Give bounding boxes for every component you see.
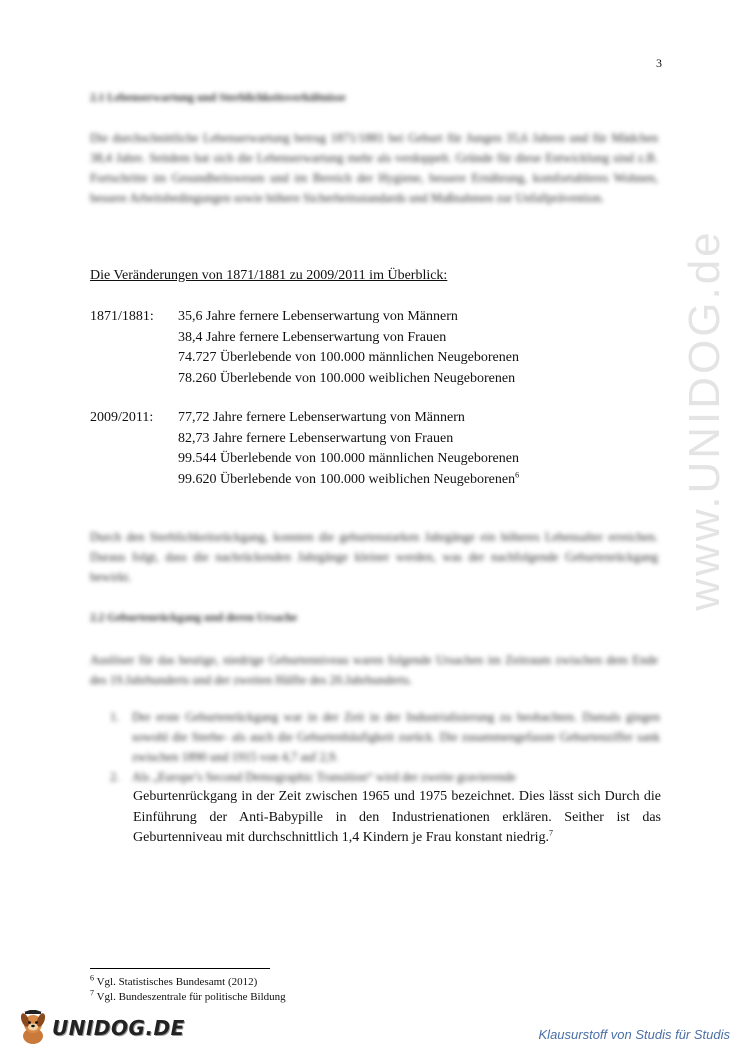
overview-line: 78.260 Überlebende von 100.000 weiblichen Neugeborenen (178, 370, 516, 386)
logo-text: UNIDOG.DE (52, 1016, 185, 1040)
list-text: Der erste Geburtenrückgang war in der Zeit in der Industrialisierung zu beobachten. Damals gingen sowohl die Sterbe- als auch die Geburtenhäufigkeit zurück. Die zusammengefasste Geburtenziffer sank zwischen 1890 und 1915 von 4,7 auf 2,9. (132, 710, 660, 764)
overview-line: 74.727 Überlebende von 100.000 männlichen Neugeborenen (178, 350, 519, 365)
list-number: 1. (110, 710, 120, 724)
overview-title: Die Veränderungen von 1871/1881 zu 2009/2011 im Überblick: (90, 268, 448, 283)
list-text: Als „Europe’s Second Demographic Transition“ wird der zweite gravierende (132, 770, 516, 784)
unidog-logo[interactable] (16, 1010, 185, 1046)
footnote-rule (90, 968, 270, 969)
paragraph-mortality-decline: Durch den Sterblichkeitsrückgang, konnten die geburtenstarken Jahrgänge ein höheres Lebensalter erreichen. Daraus folgt, dass die nachrückenden Jahrgänge kleiner werden, was der nachfolgende Geburtenrückgang bewirkt. (90, 530, 658, 584)
footnote-ref-7: 7 (549, 828, 554, 838)
section-heading-2-1: 2.1 Lebenserwartung und Sterblichkeitsverhältnisse (90, 92, 346, 104)
list-item (110, 767, 660, 787)
overview-line: 35,6 Jahre fernere Lebenserwartung von Männern (178, 309, 458, 324)
slogan: Klausurstoff von Studis für Studis (538, 1027, 730, 1042)
footnote-ref-6: 6 (515, 469, 520, 479)
causes-list (110, 707, 660, 787)
paragraph-second-transition: Geburtenrückgang in der Zeit zwischen 1965 und 1975 bezeichnet. Dies lässt sich Durch die Einführung der Anti-Babypille in den Industrienationen erklären. Seither ist das Geburtenniveau mit durchschnittlich 1,4 Kindern je Frau konstant niedrig.$^7$ (133, 789, 661, 845)
overview-block-2009 (90, 408, 610, 490)
footnote: $^7$ Vgl. Bundeszentrale für politische Bildung (90, 987, 286, 1003)
list-item (110, 707, 660, 767)
footnote: $^6$ Vgl. Statistisches Bundesamt (2012) (90, 973, 258, 988)
paragraph-causes: Auslöser für das heutige, niedrige Geburtenniveau waren folgende Ursachen im Zeitraum zwischen dem Ende des 19.Jahrhunderts und der zweiten Hälfte des 20.Jahrhunderts. (90, 653, 658, 687)
section-heading-2-2: 2.2 Geburtenrückgang und deren Ursache (90, 612, 298, 624)
period-label: 2009/2011: (90, 410, 154, 425)
page-number: 3 (656, 56, 662, 70)
overview-line: 99.620 Überlebende von 100.000 weiblichen Neugeborenen$^6$ (178, 469, 520, 487)
list-number: 2. (110, 770, 120, 784)
overview-line: 99.544 Überlebende von 100.000 männlichen Neugeborenen (178, 451, 519, 466)
overview-line: 38,4 Jahre fernere Lebenserwartung von Frauen (178, 329, 447, 345)
period-label: 1871/1881: (90, 309, 154, 324)
watermark: www.UNIDOG.de (680, 229, 729, 611)
paragraph-life-expectancy: Die durchschnittliche Lebenserwartung betrug 1871/1881 bei Geburt für Jungen 35,6 Jahren und für Mädchen 38,4 Jahre. Seitdem hat sich die Lebenserwartung mehr als verdoppelt. Gründe für diese Entwicklung sind z.B. Fortschritte im Gesundheitswesen und im Bereich der Hygiene, bessere Ernährung, komfortableres Wohnen, bessere Arbeitsbedingungen sowie höhere Sicherheitsstandards und Maßnahmen zur Unfallprävention. (90, 131, 658, 205)
overview-block-1871 (90, 307, 610, 389)
footnotes (90, 975, 286, 1004)
overview-line: 82,73 Jahre fernere Lebenserwartung von Frauen (178, 430, 454, 446)
dog-mascot-icon (16, 1010, 50, 1046)
overview-line: 77,72 Jahre fernere Lebenserwartung von Männern (178, 410, 465, 425)
